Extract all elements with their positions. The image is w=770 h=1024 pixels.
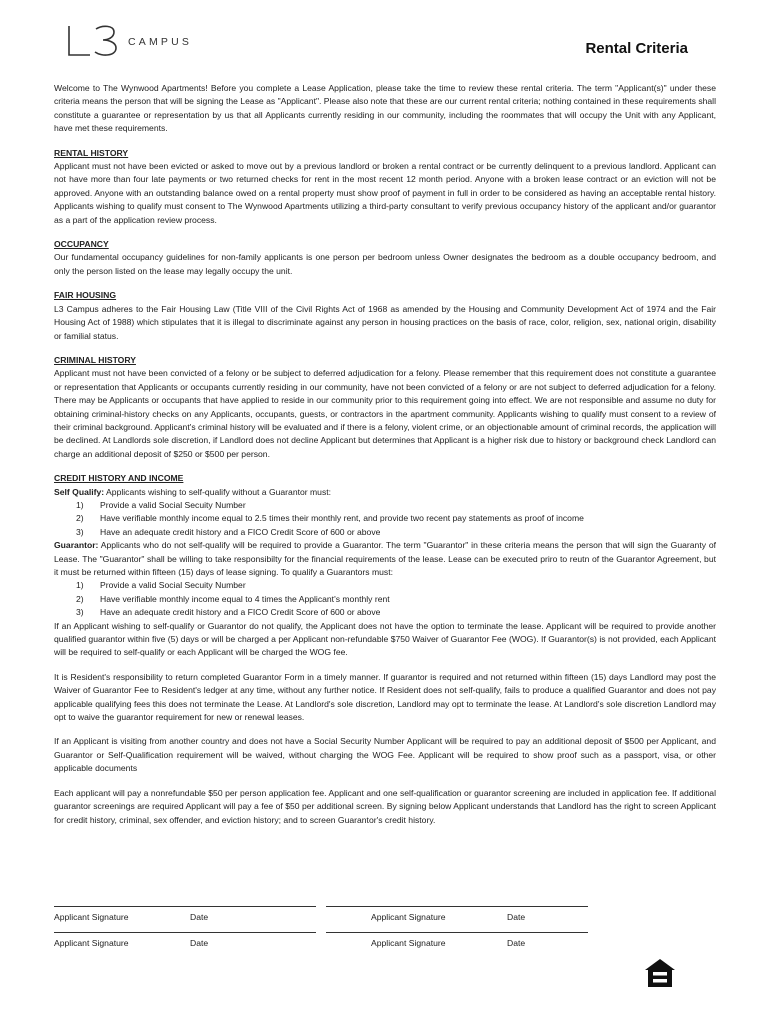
list-item: 2) Have verifiable monthly income equal to 2.5 times their monthly rent, and provide two recent pay statements as proof of income bbox=[76, 513, 584, 524]
l3-logo-mark bbox=[66, 24, 122, 58]
self-qualify-label: Self Qualify: bbox=[54, 486, 105, 497]
date-label: Date bbox=[507, 912, 526, 922]
waiver-paragraph: If an Applicant wishing to self-qualify or Guarantor do not qualify, the Applicant does not have the option to terminate the lease. Applicant will be required to provide another qualified guarantor within five (5) days or will be charged a per Applicant non-refundable $750 Waiver of Guarantor Fee (WOG). If Guarantor(s) is not provided, each Applicant will be required to self-qualify or each Applicant will be charged the WOG fee. bbox=[54, 620, 716, 658]
criminal-history-heading: CRIMINAL HISTORY bbox=[54, 354, 136, 365]
applicant-signature-label: Applicant Signature bbox=[54, 912, 129, 922]
guarantor-label: Guarantor: bbox=[54, 540, 99, 551]
guarantor-intro bbox=[54, 539, 716, 579]
self-qualify-text: Applicants wishing to self-qualify without a Guarantor must: bbox=[104, 486, 332, 497]
guarantor-list bbox=[54, 579, 716, 619]
occupancy-heading: OCCUPANCY bbox=[54, 239, 109, 250]
logo-subtext: CAMPUS bbox=[128, 36, 193, 48]
intro-paragraph: Welcome to The Wynwood Apartments! Before you complete a Lease Application, please take the time to review these rental criteria. The term "Applicant(s)" under these criteria means the person that will be signing the Lease as "Applicant". Please also note that these are our current rental criteria; nothing contained in these requirements shall constitute a guarantee or representation by us that all Applicants currently residing in our community, including the roommates that will occupy the Unit with any Applicant, have met these requirements. bbox=[54, 83, 716, 134]
list-item: 1) Provide a valid Social Secuity Number bbox=[76, 499, 246, 510]
date-label: Date bbox=[190, 938, 209, 948]
date-label: Date bbox=[507, 938, 526, 948]
signature-block bbox=[54, 900, 594, 952]
equal-housing-icon bbox=[644, 958, 676, 988]
fair-housing-text: L3 Campus adheres to the Fair Housing Law (Title VIII of the Civil Rights Act of 1968 as amended by the Housing and Community Development Act of 1974 and the Fair Housing Act of 1988) which stipulates that it is illegal to discriminate against any person in housing practices on the basis of race, color, religion, sex, national origin, disability or familial status. bbox=[54, 303, 716, 341]
applicant-signature-label: Applicant Signature bbox=[54, 938, 129, 948]
company-logo bbox=[66, 24, 192, 58]
list-item: 1) Provide a valid Social Secuity Number bbox=[76, 580, 246, 591]
criminal-history-text: Applicant must not have been convicted of a felony or be subject to deferred adjudication for a felony. Please remember that this requirement does not constitute a guarantee or representation that Applicants or occupants currently residing in our community, have not been convicted of a felony or are not subject to deferred adjudication for a felony. There may be Applicants or occupants that have applied to reside in our community prior to this requirement going into effect. We are not responsible and assume no duty for obtaining criminal-history checks on any Applicants, occupants, guests, or contractors in the apartment community. Applicants wishing to qualify must consent to a review of their criminal background. Applicant's criminal history will be evaluated and if there is a felony, violent crime, or an objectionable amount of criminal records, the application will be declined. At Landlords sole discretion, if Landlord does not decline Applicant but determines that Applicant is a higher risk due to history or background check Landlord can charge an additional deposit of $250 or $500 per person. bbox=[54, 368, 716, 459]
signature-line[interactable] bbox=[54, 932, 316, 933]
application-fee-paragraph: Each applicant will pay a nonrefundable $50 per person application fee. Applicant and one self-qualification or guarantor screening are included in application fee. If additional guarantor screenings are required Applicant will pay a fee of $50 per additional screen. By signing below Applicant understands that Landlord has the right to screen Applicant for credit history, criminal, sex offender, and eviction history; and to screen Guarantor's credit history. bbox=[54, 787, 716, 825]
signature-line[interactable] bbox=[326, 906, 588, 907]
list-item: 3) Have an adequate credit history and a FICO Credit Score of 600 or above bbox=[76, 526, 381, 537]
credit-history-heading: CREDIT HISTORY AND INCOME bbox=[54, 473, 184, 484]
guarantor-text: Applicants who do not self-qualify will be required to provide a Guarantor. The term "Guarantor" in these criteria means the person that will sign the Guaranty of Lease. The "Guarantor" shall be willing to take responsibilty for the financial requirements of the lease. Lease can be executed priro to reutn of the Guarantor Agreement, but it must be returned within fifteen (15) days of lease signing. To qualify a Guarantors must: bbox=[54, 540, 716, 577]
signature-line[interactable] bbox=[326, 932, 588, 933]
rental-history-heading: RENTAL HISTORY bbox=[54, 147, 129, 158]
list-item: 3) Have an adequate credit history and a FICO Credit Score of 600 or above bbox=[76, 607, 381, 618]
applicant-signature-label: Applicant Signature bbox=[371, 912, 446, 922]
self-qualify-list bbox=[54, 499, 716, 539]
rental-history-text: Applicant must not have been evicted or asked to move out by a previous landlord or broken a rental contract or be currently delinquent to a previous landlord. Applicant can not have more than four late payments or two returned checks for rent in the most recent 12 month period. Anyone with a broken lease contract or an eviction will not be approved. Anyone with an outstanding balance owed on a rental property must show proof of payment in full in order to be considered as having an acceptable rental history. Applicants wishing to qualify must consent to The Wynwood Apartments utilizing a third-party consultant to verify previous occupancy history of the applicant and/or guarantor as a part of the application review process. bbox=[54, 161, 716, 225]
signature-row bbox=[54, 900, 594, 926]
fair-housing-heading: FAIR HOUSING bbox=[54, 290, 117, 301]
applicant-signature-label: Applicant Signature bbox=[371, 938, 446, 948]
signature-line[interactable] bbox=[54, 906, 316, 907]
resident-responsibility-paragraph: It is Resident's responsibility to return completed Guarantor Form in a timely manner. If guarantor is required and not returned within fifteen (15) days Landlord may post the Waiver of Guarantor Fee to Resident's ledger at any time, without any further notice. If Resident does not self-qualify, fails to produce a qualified Guarantor and does not pay applicable qualifying fees this does not terminate the Lease. At Landlord's sole discretion, Landlord may opt to terminate the lease. At Landlord's sole discretion Landlord may opt to waive the guarantor requirement for new or renewal leases. bbox=[54, 671, 716, 723]
page-title: Rental Criteria bbox=[585, 40, 688, 57]
occupancy-text: Our fundamental occupancy guidelines for non-family applicants is one person per bedroom unless Owner designates the bedroom as a double occupancy bedroom, and only the person listed on the lease may legally occupy the unit. bbox=[54, 252, 716, 276]
signature-row bbox=[54, 926, 594, 952]
list-item: 2) Have verifiable monthly income equal to 4 times the Applicant's monthly rent bbox=[76, 593, 390, 604]
foreign-applicant-paragraph: If an Applicant is visiting from another country and does not have a Social Security Number Applicant will be required to pay an additional deposit of $500 per Applicant, and Guarantor or Self-Qualification requirement will be waived, without charging the WOG Fee. Applicant will be required to show proof such as a passport, visa, or other applicable documents bbox=[54, 736, 716, 774]
date-label: Date bbox=[190, 912, 209, 922]
document-body bbox=[54, 82, 716, 827]
self-qualify-intro bbox=[54, 486, 716, 499]
